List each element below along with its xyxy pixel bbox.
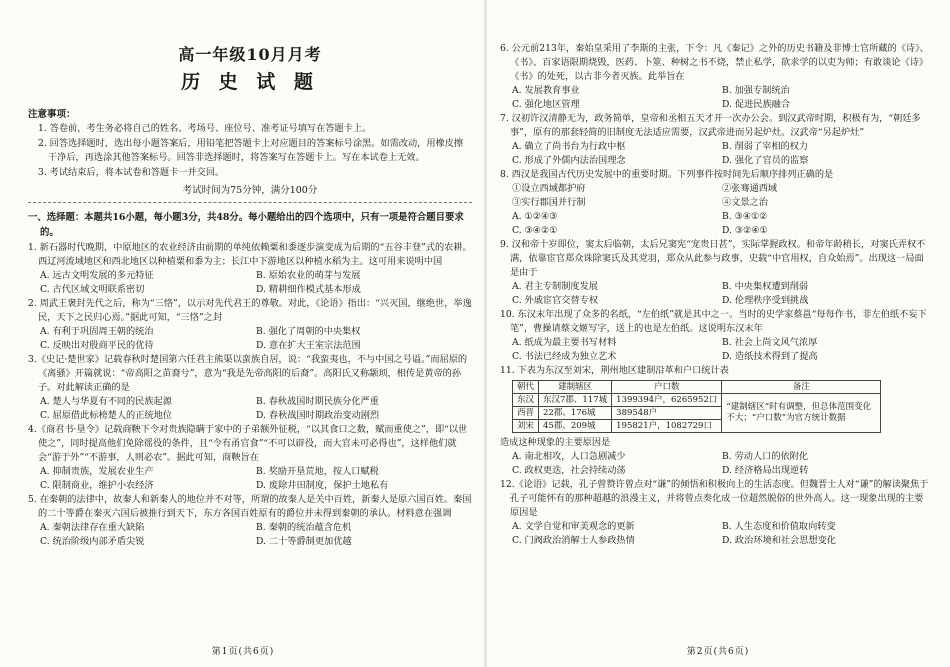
answer-option: A. 有利于巩固周王朝的统治 — [40, 326, 154, 337]
question-stem: 10. 东汉末年出现了众多的名纸，“左伯纸”就是其中之一。当时的史学家蔡邕“每每作书，非左伯纸不妄下笔”，曹操请蔡文姬写字，送上的也是左伯纸。这说明东汉末年 — [500, 309, 927, 334]
option-grid — [28, 325, 472, 353]
notice-item: 2. 回答选择题时，选出每小题答案后，用铅笔把答题卡上对应题目的答案标号涂黑。如需改动，用橡皮擦干净后，再选涂其他答案标号。回答非选择题时，将答案写在答题卡上。写在本试卷上无效。 — [38, 137, 464, 163]
page-footer-right: 第2页(共6页) — [686, 647, 750, 657]
table-cell: 389548户 — [612, 407, 722, 420]
page-footer-left: 第1页(共6页) — [211, 647, 275, 657]
table-header: 户口数 — [612, 381, 722, 394]
answer-option: A. 抑制贵族，发展农业生产 — [40, 466, 154, 477]
question-stem: 3.《史记·楚世家》记载春秋时楚国第六任君主熊渠以蛮族自居，说：“我蛮夷也，不与中国之号谥。”而屈原的《离骚》开篇就说：“帝高阳之苗裔兮”，意为“我是先帝高阳的后裔”。高阳氏又称颛顼，相传是黄帝的孙子。对此解读正确的是 — [28, 354, 468, 393]
answer-option: B. 强化了周朝的中央集权 — [256, 326, 361, 337]
answer-option: D. ③②④① — [722, 225, 768, 236]
answer-option: D. 伦理秩序受到挑战 — [722, 295, 809, 306]
answer-option: A. 发展教育事业 — [512, 85, 580, 96]
table-cell: 195821户，1082729口 — [612, 420, 722, 433]
answer-option: C. 强化地区管理 — [512, 99, 580, 110]
answer-option: B. 劳动人口的依附化 — [722, 451, 809, 462]
table-cell: 22郡、176城 — [539, 407, 612, 420]
answer-option: B. 加强专制统治 — [722, 85, 790, 96]
question-stem: 12.《论语》记载，孔子曾赞许曾点对“谦”的倾悟和积极向上的生活态度。但魏晋士人对“谦”的解读聚焦于孔子可能怀有的那种超越的浪漫主义，并将曾点奏化成一位超然脱俗的世外高人。这一现象出现的主要原因是 — [500, 479, 929, 518]
table-note: “建制辖区”时有调整，但总体范围变化不大；“户口数”为官方统计数据 — [722, 394, 881, 433]
question-stem: 2. 周武王褒封先代之后，称为“三恪”，以示对先代君王的尊敬。对此，《论语》指出：“兴灭国，继绝世，举逸民，天下之民归心焉。”据此可知，“三恪”之封 — [28, 298, 472, 323]
question — [500, 308, 932, 364]
question-stem: 1. 新石器时代晚期，中原地区的农业经济由前期的单纯依赖粟和黍逐步演变成为后期的“五谷丰登”式的农耕。西辽河流域地区和西北地区以种植粟和黍为主；长江中下游地区以种植水稻为主。这可用来说明中国 — [28, 242, 472, 267]
question-stem: 造成这种现象的主要原因是 — [500, 437, 611, 448]
question-list-right — [500, 42, 932, 378]
notice-item: 1. 答卷前，考生务必将自己的姓名、考场号、座位号、准考证号填写在答题卡上。 — [38, 123, 372, 134]
table-cell: 刘宋 — [513, 420, 539, 433]
option-grid — [500, 336, 932, 364]
question-list-right-b — [500, 436, 932, 548]
question — [500, 238, 932, 308]
question — [28, 241, 472, 297]
exam-title: 高一年级10月月考 — [178, 45, 322, 64]
answer-option: D. 二十等爵制更加优越 — [256, 536, 352, 547]
answer-option: A. 秦朝法律存在重大缺陷 — [40, 522, 145, 533]
cut-line — [28, 202, 472, 203]
answer-option: C. 反映出对殷商平民的优待 — [40, 340, 154, 351]
answer-option: C. 外戚宦官交替专权 — [512, 295, 599, 306]
question — [28, 297, 472, 353]
question — [500, 478, 932, 548]
notice-heading: 注意事项： — [28, 109, 76, 120]
option-grid — [28, 269, 472, 297]
question-stem: 5. 在秦朝的法律中，故秦人和新秦人的地位并不对等，所谓的故秦人是关中百姓，新秦人是原六国百姓。秦国的二十等爵在秦灭六国后被推行到天下，东方各国百姓原有的爵位并未得到秦朝的承认。材料意在强调 — [28, 494, 472, 519]
question-stem: 9. 汉和帝十岁即位，窦太后临朝，太后兄窦宪“宠贵日甚”，实际掌握政权。和帝年龄稍长，对窦氏弄权不满，依靠宦官郑众诛除窦氏及其党羽，郑众从此参与政事，史载“中官用权，自众始焉”。出现这一局面是由于 — [500, 239, 926, 278]
question-list-left — [28, 241, 472, 549]
option-grid — [500, 182, 932, 238]
answer-option: B. 秦朝的统治蕴含危机 — [256, 522, 352, 533]
question — [500, 42, 932, 112]
question-stem: 7. 汉初许汉清静无为，政务简单，皇帝和丞相五天才开一次办公会。到汉武帝时期，积极有为，“朝廷多事”，原有的那套轻简的旧制度无法适应需要，汉武帝进而另起炉灶。汉武帝“另起炉灶” — [500, 113, 921, 138]
answer-option: D. 强化了官员的监察 — [722, 155, 809, 166]
question-stem: 11. 下表为东汉至刘宋，荆州地区建制沿革和户口统计表 — [500, 365, 729, 376]
census-table — [512, 380, 881, 433]
answer-option: C. 限制商业，维护小农经济 — [40, 480, 154, 491]
answer-option: C. 统治阶级内部矛盾尖锐 — [40, 536, 145, 547]
question — [28, 423, 472, 493]
answer-option: C. 门阀政治消解士人参政热情 — [512, 535, 635, 546]
answer-option: D. 废除井田制度，保护土地私有 — [256, 480, 389, 491]
answer-option: A. 纸成为最主要书写材料 — [512, 337, 617, 348]
question — [500, 112, 932, 168]
answer-option: C. 政权更迭，社会持续动荡 — [512, 465, 626, 476]
answer-option: ③实行郡国并行制 — [512, 197, 586, 208]
option-grid — [500, 84, 932, 112]
answer-option: B. 原始农业的萌芽与发展 — [256, 270, 361, 281]
answer-option: D. 造纸技术得到了提高 — [722, 351, 818, 362]
question-stem: 4.《商君书·垦令》记载商鞅下令对贵族隐瞒于家中的子弟额外征税，“以其食口之数，赋而重使之”，即“以世使之”，同时提高他们免除徭役的条件，且“令有甬官食”“不可以辟役，而大官未可必得也”，这样他们就会“游于外”“不游事，人则必农”。据此可知，商鞅旨在 — [28, 424, 468, 463]
option-grid — [500, 140, 932, 168]
question — [500, 364, 932, 378]
table-cell: 1399394户，6265952口 — [612, 394, 722, 407]
question — [28, 493, 472, 549]
notice-block — [28, 106, 472, 180]
exam-subject: 历 史 试 题 — [181, 71, 319, 93]
answer-option: C. ③④②① — [512, 225, 558, 236]
answer-option: D. 促进民族融合 — [722, 99, 791, 110]
table-cell: 东汉 — [513, 394, 539, 407]
answer-option: A. 远古文明发展的多元特征 — [40, 270, 154, 281]
table-row — [513, 394, 881, 407]
answer-option: A. ①②④③ — [512, 211, 558, 222]
answer-option: C. 书法已经成为独立艺术 — [512, 351, 617, 362]
page-right — [486, 0, 950, 667]
answer-option: B. 中央集权遭到削弱 — [722, 281, 809, 292]
answer-option: D. 政治环境和社会思想变化 — [722, 535, 836, 546]
answer-option: A. 楚人与华夏有不同的民族起源 — [40, 396, 172, 407]
answer-option: A. 君主专制制度发展 — [512, 281, 598, 292]
table-cell: 西晋 — [513, 407, 539, 420]
answer-option: A. 南北相攻，人口急剧减少 — [512, 451, 626, 462]
table-header: 备注 — [722, 381, 881, 394]
answer-option: D. 精耕细作模式基本形成 — [256, 284, 361, 295]
question-stem: 6. 公元前213年，秦始皇采用了李斯的主张，下令：凡《秦记》之外的历史书籍及非博士官所藏的《诗》、《书》、百家语限期烧毁，医药、卜筮、种树之书不烧，禁止私学，欲求学的以吏为师；有敢谈论《诗》《书》的处死，以古非今者灭族。此举旨在 — [500, 43, 929, 82]
option-grid — [500, 520, 932, 548]
option-grid — [28, 395, 472, 423]
option-grid — [500, 450, 932, 478]
answer-option: B. 削弱了宰相的权力 — [722, 141, 809, 152]
answer-option: D. 春秋战国时期政治变动剧烈 — [256, 410, 380, 421]
exam-time: 考试时间为75分钟，满分100分 — [182, 185, 318, 196]
answer-option: B. 奖励开垦荒地，按人口赋税 — [256, 466, 379, 477]
answer-option: B. ③④①② — [722, 211, 768, 222]
question — [28, 353, 472, 423]
question — [500, 168, 932, 238]
answer-option: A. 文学自觉和审美观念的更新 — [512, 521, 635, 532]
answer-option: B. 人生态度和价值取向转变 — [722, 521, 836, 532]
answer-option: C. 形成了外儒内法治国理念 — [512, 155, 626, 166]
option-grid — [500, 280, 932, 308]
answer-option: D. 经济格局出现逆转 — [722, 465, 809, 476]
answer-option: ①设立西域都护府 — [512, 183, 586, 194]
table-cell: 东汉7郡、117城 — [539, 394, 612, 407]
question-stem: 8. 西汉是我国古代历史发展中的重要时期。下列事件按时间先后顺序排列正确的是 — [500, 169, 834, 180]
answer-option: A. 确立了尚书台为行政中枢 — [512, 141, 626, 152]
answer-option: B. 社会上尚文风气浓厚 — [722, 337, 818, 348]
table-header: 建制辖区 — [539, 381, 612, 394]
question — [500, 436, 932, 478]
answer-option: ②张骞通西域 — [722, 183, 778, 194]
table-cell: 45郡、209城 — [539, 420, 612, 433]
answer-option: C. 屈原借此标榜楚人的正统地位 — [40, 410, 172, 421]
section-heading: 一、选择题：本题共16小题，每小题3分，共48分。每小题给出的四个选项中，只有一项是符合题目要求的。 — [28, 212, 464, 238]
answer-option: B. 春秋战国时期民族分化严重 — [256, 396, 379, 407]
answer-option: C. 古代区域文明联系密切 — [40, 284, 145, 295]
table-header: 朝代 — [513, 381, 539, 394]
answer-option: D. 意在扩大王室宗法范围 — [256, 340, 361, 351]
option-grid — [28, 465, 472, 493]
answer-option: ④文景之治 — [722, 197, 768, 208]
notice-item: 3. 考试结束后，将本试卷和答题卡一并交回。 — [38, 166, 225, 178]
option-grid — [28, 521, 472, 549]
